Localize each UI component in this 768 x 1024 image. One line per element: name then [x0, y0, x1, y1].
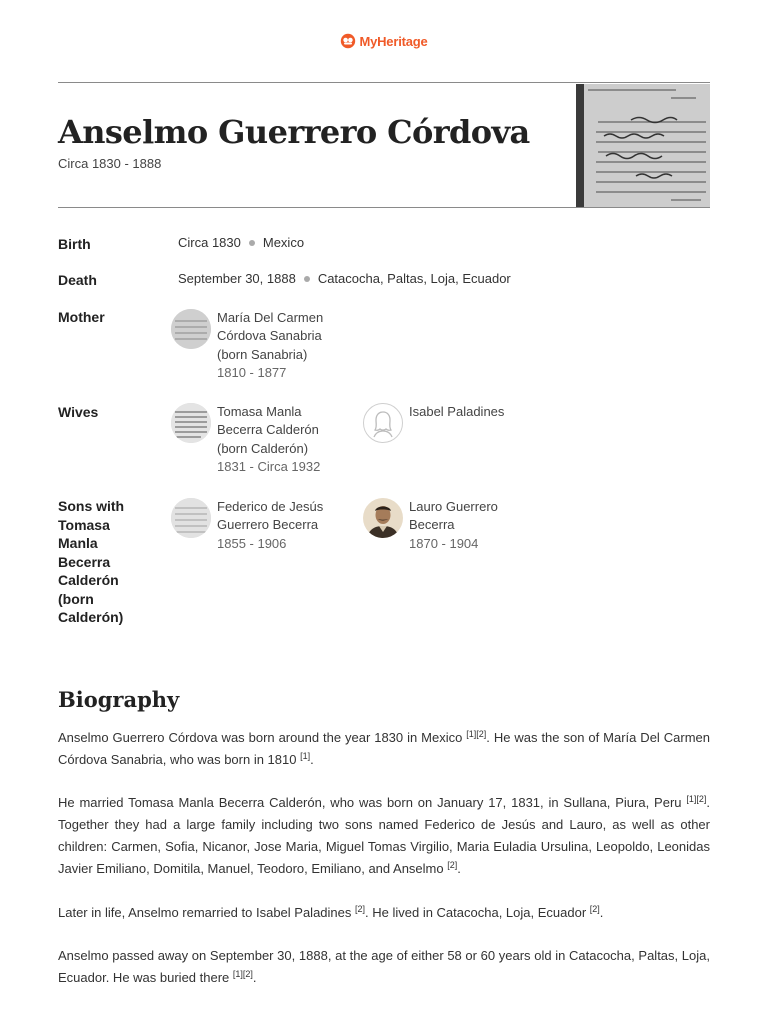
birth-fact — [178, 234, 304, 252]
sons-label-line: Calderón) — [58, 609, 124, 625]
citation-link[interactable]: [2] — [589, 904, 600, 914]
sons-label-line: (born — [58, 590, 94, 607]
mother-name-line2: Córdova Sanabria — [217, 328, 322, 344]
document-thumbnail-graphic — [171, 498, 211, 538]
citation-link[interactable]: [1] — [300, 751, 311, 761]
death-label: Death — [58, 272, 97, 288]
wife-1-maiden-name: (born Calderón) — [217, 440, 309, 456]
myheritage-logo-icon — [340, 33, 356, 49]
sons-label-line: Calderón — [58, 572, 119, 588]
bio-text: . He was the son of María Del Carmen Córdova Sanabria, who was born in 1810 — [58, 730, 710, 767]
son-2-name-line1: Lauro Guerrero — [409, 499, 498, 514]
record-document-image[interactable] — [576, 84, 710, 207]
document-thumbnail-graphic — [171, 309, 211, 349]
mother-maiden-name: (born Sanabria) — [217, 346, 308, 362]
myheritage-logo[interactable] — [0, 33, 768, 54]
mother-photo[interactable] — [171, 309, 211, 349]
citation-link[interactable]: [1][2] — [232, 969, 253, 979]
birth-place: Mexico — [262, 235, 305, 250]
sons-label-line: Manla — [58, 535, 98, 551]
separator-dot — [304, 276, 310, 282]
death-place: Catacocha, Paltas, Loja, Ecuador — [317, 271, 511, 286]
person-lifespan: Circa 1830 - 1888 — [58, 156, 162, 171]
wife-1-dates: 1831 - Circa 1932 — [217, 458, 321, 474]
bio-text: He married Tomasa Manla Becerra Calderón, who was born on January 17, 1831, in Sullana, Piura, Peru — [58, 795, 687, 810]
document-scan-graphic — [576, 84, 710, 207]
biography-heading: Biography — [58, 687, 180, 712]
mother-label: Mother — [58, 309, 105, 325]
sons-label-line: Becerra — [58, 553, 111, 570]
biography-paragraph-3 — [58, 902, 710, 924]
bio-text: . — [252, 970, 257, 985]
biography-paragraph-4 — [58, 945, 710, 989]
son-1-photo[interactable] — [171, 498, 211, 538]
bio-text: . He lived in Catacocha, Loja, Ecuador — [365, 905, 590, 920]
biography-paragraph-1 — [58, 727, 710, 771]
bio-text: . — [310, 752, 314, 767]
portrait-photo-graphic — [363, 498, 403, 538]
death-date: September 30, 1888 — [178, 271, 296, 286]
person-name: Anselmo Guerrero Córdova — [58, 113, 530, 151]
sons-label-line: Sons with — [58, 498, 125, 514]
bio-text: . — [599, 905, 604, 920]
son-2-dates: 1870 - 1904 — [409, 535, 479, 551]
bio-text: Anselmo Guerrero Córdova was born around the year 1830 in Mexico — [58, 730, 467, 745]
logo-text: MyHeritage — [359, 33, 428, 49]
document-thumbnail-graphic — [171, 403, 211, 443]
mother-name-line1: María Del Carmen — [217, 310, 324, 325]
bio-text: Anselmo passed away on September 30, 1888, at the age of either 58 or 60 years old in Catacocha, Paltas, Loja, Ecuador. He was buried there — [58, 948, 710, 985]
wife-card-1[interactable] — [171, 403, 320, 476]
citation-link[interactable]: [1][2] — [686, 794, 707, 804]
header-divider — [58, 207, 710, 208]
top-divider — [58, 82, 710, 83]
wife-2-name: Isabel Paladines — [409, 404, 505, 419]
citation-link[interactable]: [2] — [447, 860, 458, 870]
sons-label-line: Tomasa — [58, 516, 110, 533]
wife-1-name-line2: Becerra Calderón — [217, 422, 319, 438]
death-fact — [178, 270, 511, 288]
birth-date: Circa 1830 — [178, 235, 241, 250]
wife-1-photo[interactable] — [171, 403, 211, 443]
son-2-name-line2: Becerra — [409, 517, 455, 533]
bio-text: . Together they had a large family including two sons named Federico de Jesús and Lauro, as well as other children: Carmen, Sofia, Nicanor, Jose Maria, Miguel Tomas Virgilio, Maria Euladia Ursulina, Leopoldo, Leonidas Javier Emiliano, Domitila, Manuel, Teodoro, Emiliano, and Anselmo — [58, 795, 710, 876]
female-silhouette-icon — [364, 404, 402, 442]
wife-2-photo[interactable] — [363, 403, 403, 443]
wife-1-name-line1: Tomasa Manla — [217, 404, 302, 419]
citation-link[interactable]: [2] — [355, 904, 366, 914]
biography-paragraph-2 — [58, 792, 710, 880]
separator-dot — [249, 240, 255, 246]
birth-label: Birth — [58, 236, 91, 252]
wives-label: Wives — [58, 404, 99, 420]
son-1-dates: 1855 - 1906 — [217, 535, 287, 551]
wife-card-2[interactable] — [363, 403, 504, 443]
son-card-1[interactable] — [171, 498, 323, 553]
mother-dates: 1810 - 1877 — [217, 364, 287, 380]
mother-card[interactable] — [171, 309, 323, 382]
son-1-name-line2: Guerrero Becerra — [217, 517, 319, 533]
bio-text: Later in life, Anselmo remarried to Isabel Paladines — [58, 905, 355, 920]
citation-link[interactable]: [1][2] — [466, 729, 487, 739]
sons-label — [58, 497, 124, 627]
son-card-2[interactable] — [363, 498, 498, 553]
son-1-name-line1: Federico de Jesús — [217, 499, 324, 514]
bio-text: . — [457, 861, 461, 876]
son-2-photo[interactable] — [363, 498, 403, 538]
